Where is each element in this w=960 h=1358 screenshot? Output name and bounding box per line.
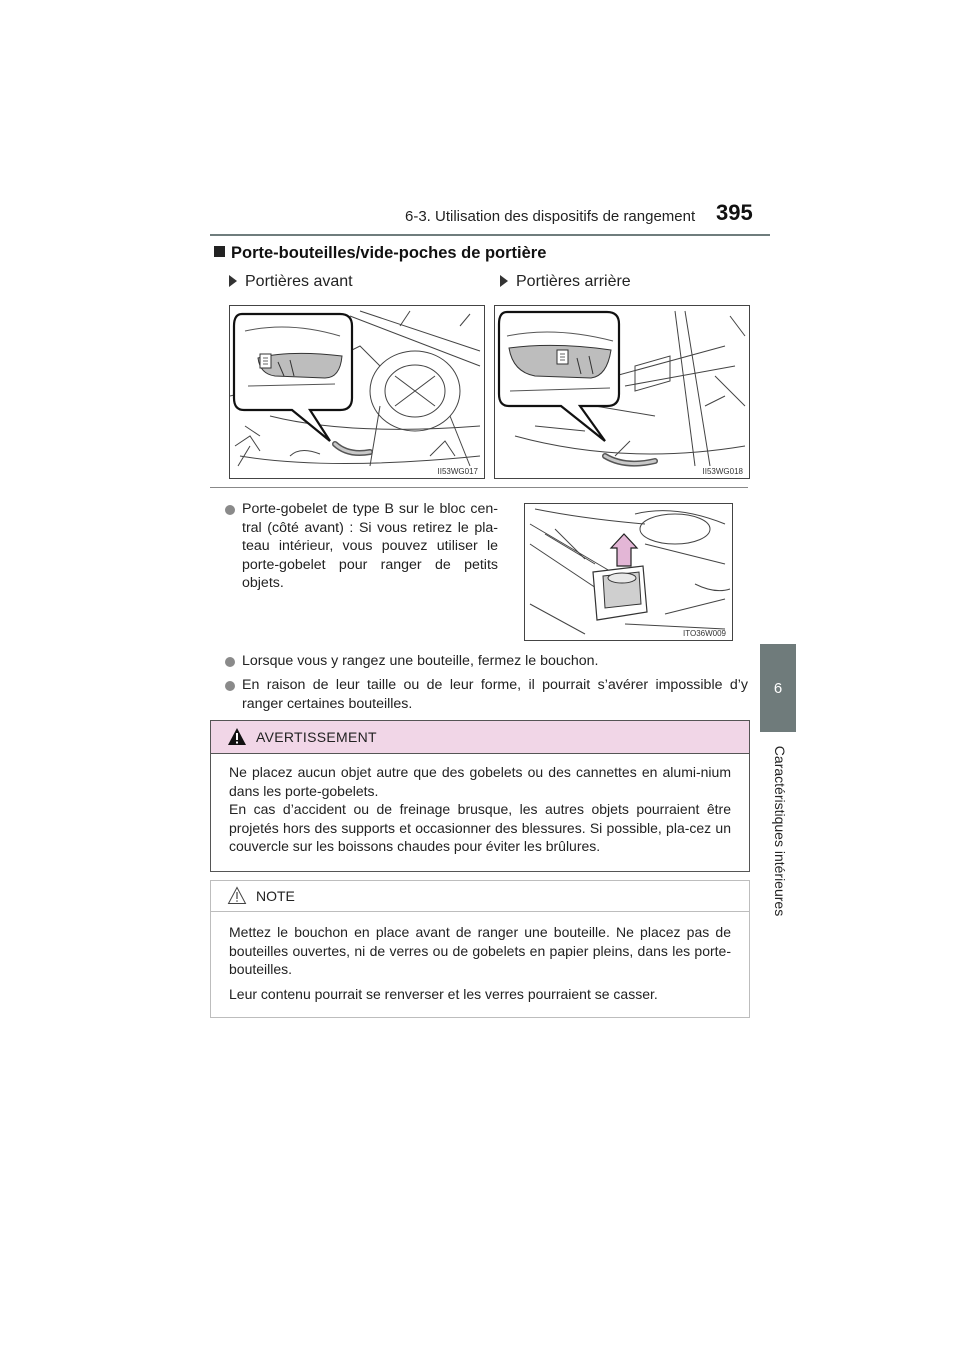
chapter-tab[interactable]	[760, 644, 796, 732]
caution-triangle-icon	[227, 886, 247, 905]
square-bullet-icon	[214, 246, 225, 257]
bullet-cupholder-text: Porte-gobelet de type B sur le bloc cen-tral (côté avant) : Si vous retirez le pla-teau intérieur, vous pouvez utiliser le porte-gobelet pour ranger de petits objets.	[242, 501, 498, 591]
note-box	[210, 880, 750, 1018]
running-header: 6-3. Utilisation des dispositifs de rangement	[405, 208, 696, 225]
triangle-bullet-icon	[500, 275, 508, 287]
warning-triangle-icon	[227, 727, 247, 746]
bullet-icon	[225, 681, 235, 691]
warning-body	[229, 763, 731, 856]
section-title-text: Porte-bouteilles/vide-poches de portière	[231, 244, 547, 262]
warning-header	[211, 721, 749, 754]
warning-line-1: Ne placez aucun objet autre que des gobelets ou des cannettes en alumi-nium dans les porte-gobelets.	[229, 764, 731, 799]
warning-box	[210, 720, 750, 872]
warning-title: AVERTISSEMENT	[256, 729, 377, 745]
bullet-icon	[225, 505, 235, 515]
front-image-code: II53WG017	[437, 467, 478, 476]
section-divider	[210, 487, 748, 488]
cupholder-illustration	[524, 503, 733, 641]
rear-door-illustration	[494, 305, 750, 479]
note-title: NOTE	[256, 888, 295, 904]
front-doors-label	[229, 273, 353, 291]
rear-image-code: II53WG018	[702, 467, 743, 476]
rear-doors-label-text: Portières arrière	[516, 273, 631, 290]
front-doors-label-text: Portières avant	[245, 273, 353, 290]
chapter-tab-number: 6	[773, 679, 783, 697]
front-door-illustration	[229, 305, 485, 479]
note-paragraph-1: Mettez le bouchon en place avant de ranger une bouteille. Ne placez pas de bouteilles ouvertes, ni de verres ou de gobelets en papier pleins, dans les porte-bouteilles.	[229, 924, 731, 977]
triangle-bullet-icon	[229, 275, 237, 287]
bullet-bottle-size-text: En raison de leur taille ou de leur forme, il pourrait s’avérer impossible d’y ranger certaines bouteilles.	[242, 677, 748, 712]
rear-doors-label	[500, 273, 631, 291]
chapter-side-title-text: Caractéristiques intérieures	[772, 745, 788, 917]
section-title	[214, 244, 546, 263]
note-header	[211, 881, 749, 912]
chapter-side-title	[770, 742, 790, 920]
header-divider	[210, 234, 770, 236]
bullet-close-cap-text: Lorsque vous y rangez une bouteille, fermez le bouchon.	[242, 653, 599, 669]
note-body	[229, 923, 731, 1009]
warning-line-2: En cas d’accident ou de freinage brusque, les autres objets pourraient être projetés hors des supports et occasionner des blessures. Si possible, pla-cez un couvercle sur les boissons chaudes pour éviter les brûlures.	[229, 801, 731, 854]
bullet-icon	[225, 657, 235, 667]
page-number: 395	[716, 200, 753, 225]
cupholder-image-code: ITO36W009	[683, 629, 726, 638]
note-paragraph-2: Leur contenu pourrait se renverser et les verres pourraient se casser.	[229, 985, 658, 1002]
